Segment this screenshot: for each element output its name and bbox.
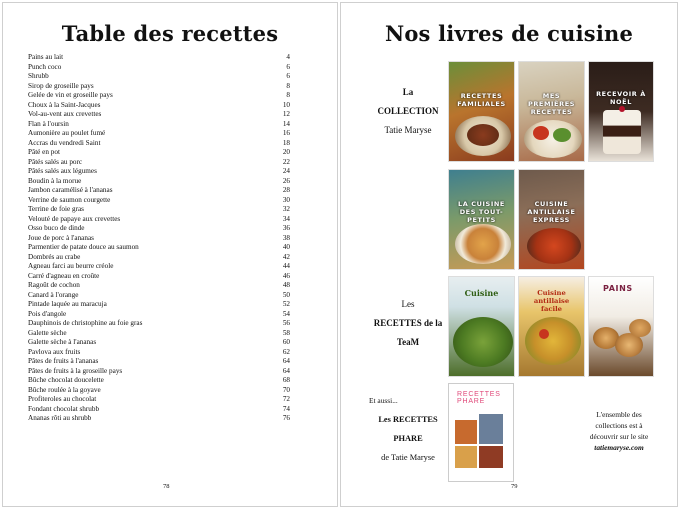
toc-entry-name: Pains au lait [28,53,64,61]
toc-entry-page: 40 [282,243,290,251]
toc-entry [28,262,290,272]
toc-entry-page: 28 [282,186,290,194]
toc-entry-page: 26 [282,176,290,185]
toc-entry [28,253,290,263]
toc-entry-name: Ananas rôti au shrubb [28,414,92,422]
toc-entry-name: Punch coco [28,62,62,71]
toc-entry-page: 16 [282,129,290,137]
toc-entry [28,53,290,63]
toc-entry-name: Pâté en pot [28,148,60,156]
toc-entry-page: 34 [282,214,290,223]
toc-entry-name: Bûche roulée à la goyave [28,385,101,394]
toc-entry-page: 30 [282,195,290,204]
toc-entry-name: Galette sèche [28,328,67,337]
book-cover-cuisine-halal: Cuisine [448,276,515,377]
toc-entry [28,338,290,348]
left-page [2,2,338,507]
toc-entry [28,281,290,291]
toc-entry [28,148,290,158]
toc-entry [28,205,290,215]
collection-label: La COLLECTION Tatie Maryse [377,87,439,135]
toc-entry [28,300,290,310]
toc-entry-page: 36 [282,224,290,232]
right-page [340,2,678,507]
toc-entry-page: 18 [282,138,290,147]
toc-entry-page: 38 [282,233,290,242]
toc-entry [28,196,290,206]
toc-entry [28,215,290,225]
page-number: 78 [163,483,170,490]
website-link[interactable]: tatiemaryse.com [594,443,644,452]
toc-entry [28,224,290,234]
page-number: 79 [511,483,518,490]
book-cover-recettes-phare: RECETTES PHARE [448,383,514,482]
toc-entry-page: 48 [282,281,290,289]
toc-entry-page: 62 [282,347,290,356]
toc-entry-name: Bûche chocolat doucelette [28,376,104,384]
toc-entry [28,329,290,339]
book-cover-la-cuisine-des-tout-petits: LA CUISINE DES TOUT-PETITS [448,169,515,270]
toc-entry-name: Pois d'angole [28,309,67,318]
toc-entry-name: Gelée de vin et groseille pays [28,91,113,99]
toc-entry-page: 68 [282,376,290,384]
book-cover-cuisine-antillaise-facile: Cuisine antillaise facile [518,276,585,377]
toc-entry-page: 74 [282,404,290,413]
toc-entry [28,243,290,253]
toc-entry-name: Velouté de papaye aux crevettes [28,214,121,223]
toc-entry-page: 32 [282,205,290,213]
toc-entry [28,101,290,111]
toc-entry-page: 6 [286,72,290,80]
toc-entry-page: 64 [282,366,290,375]
toc-entry-page: 56 [282,319,290,327]
toc-entry-name: Sirop de groseille pays [28,81,94,90]
toc-entry-name: Pâtés salés au porc [28,157,83,166]
toc-entry-name: Vol-au-vent aux crevettes [28,110,102,118]
toc-entry [28,129,290,139]
book-cover-mes-premieres-recettes: MES PREMIÈRES RECETTES [518,61,585,162]
toc-entry-name: Ragoût de cochon [28,281,80,289]
page-title: Nos livres de cuisine [384,21,634,46]
toc-entry-name: Profiteroles au chocolat [28,395,97,403]
toc-entry [28,91,290,101]
toc-entry [28,348,290,358]
toc-entry [28,158,290,168]
toc-entry [28,319,290,329]
recipe-index [28,53,290,424]
toc-entry [28,291,290,301]
toc-entry-name: Aumonière au poulet fumé [28,129,106,137]
toc-entry [28,376,290,386]
toc-entry [28,110,290,120]
toc-entry-page: 44 [282,262,290,270]
toc-entry-page: 6 [286,62,290,71]
toc-entry-name: Pâtes de fruits à la groseille pays [28,366,123,375]
toc-entry-page: 72 [282,395,290,403]
toc-entry-name: Dombrés au crabe [28,252,81,261]
toc-entry-name: Osso buco de dinde [28,224,85,232]
toc-entry-page: 10 [282,100,290,109]
toc-entry-name: Boudin à la morue [28,176,82,185]
toc-entry [28,167,290,177]
toc-entry-page: 20 [282,148,290,156]
toc-entry-name: Parmentier de patate douce au saumon [28,243,139,251]
toc-entry [28,386,290,396]
toc-entry-page: 60 [282,338,290,346]
toc-entry-page: 12 [282,110,290,118]
toc-entry-name: Fondant chocolat shrubb [28,404,100,413]
toc-entry-page: 8 [286,91,290,99]
toc-entry-page: 70 [282,385,290,394]
toc-entry [28,405,290,415]
toc-entry-name: Joue de porc à l'ananas [28,233,94,242]
toc-entry-name: Accras du vendredi Saint [28,138,101,147]
toc-entry-page: 14 [282,119,290,128]
toc-entry-name: Dauphinois de christophine au foie gras [28,319,143,327]
toc-entry [28,395,290,405]
toc-entry-page: 22 [282,157,290,166]
toc-entry-name: Pintade laquée au maracuja [28,300,107,308]
toc-entry-name: Choux à la Saint-Jacques [28,100,101,109]
toc-entry-page: 46 [282,271,290,280]
toc-entry [28,310,290,320]
toc-entry-name: Pâtes de fruits à l'ananas [28,357,99,365]
toc-entry-page: 52 [282,300,290,308]
toc-entry-name: Pavlova aux fruits [28,347,81,356]
toc-entry-page: 8 [286,81,290,90]
toc-entry-page: 4 [286,53,290,61]
collections-note: L'ensemble des collections est à découvrir sur le site tatiemaryse.com [575,409,663,453]
toc-entry-name: Jambon caramélisé à l'ananas [28,186,113,194]
toc-entry-name: Flan à l'oursin [28,119,69,128]
toc-entry-page: 54 [282,309,290,318]
book-cover-recettes-familiales: RECETTES FAMILIALES [448,61,515,162]
book-cover-cuisine-antillaise-express: CUISINE ANTILLAISE EXPRESS [518,169,585,270]
toc-entry-name: Carré d'agneau en croûte [28,271,100,280]
recettes-team-label: Les RECETTES de la TeaM [373,299,443,347]
toc-entry-name: Pâtés salés aux légumes [28,167,97,175]
book-cover-pains: PAINS [588,276,654,377]
toc-entry-name: Agneau farci au beurre créole [28,262,114,270]
toc-entry [28,272,290,282]
toc-entry-name: Verrine de saumon courgette [28,195,111,204]
toc-entry-name: Galette sèche à l'ananas [28,338,97,346]
toc-entry [28,234,290,244]
toc-entry-page: 50 [282,290,290,299]
toc-entry-name: Terrine de foie gras [28,205,84,213]
page-title: Table des recettes [61,21,279,46]
toc-entry-page: 42 [282,252,290,261]
toc-entry [28,82,290,92]
toc-entry [28,63,290,73]
recettes-phare-label: Et aussi... Les RECETTES PHARE de Tatie Maryse [369,396,438,462]
toc-entry-page: 24 [282,167,290,175]
toc-entry [28,357,290,367]
toc-entry [28,414,290,424]
toc-entry [28,367,290,377]
toc-entry [28,72,290,82]
toc-entry [28,177,290,187]
toc-entry [28,186,290,196]
toc-entry-page: 64 [282,357,290,365]
toc-entry-page: 58 [282,328,290,337]
toc-entry [28,139,290,149]
book-cover-recevoir-a-noel: RECEVOIR À NOËL [588,61,654,162]
toc-entry-page: 76 [282,414,290,422]
toc-entry-name: Canard à l'orange [28,290,79,299]
toc-entry-name: Shrubb [28,72,49,80]
toc-entry [28,120,290,130]
